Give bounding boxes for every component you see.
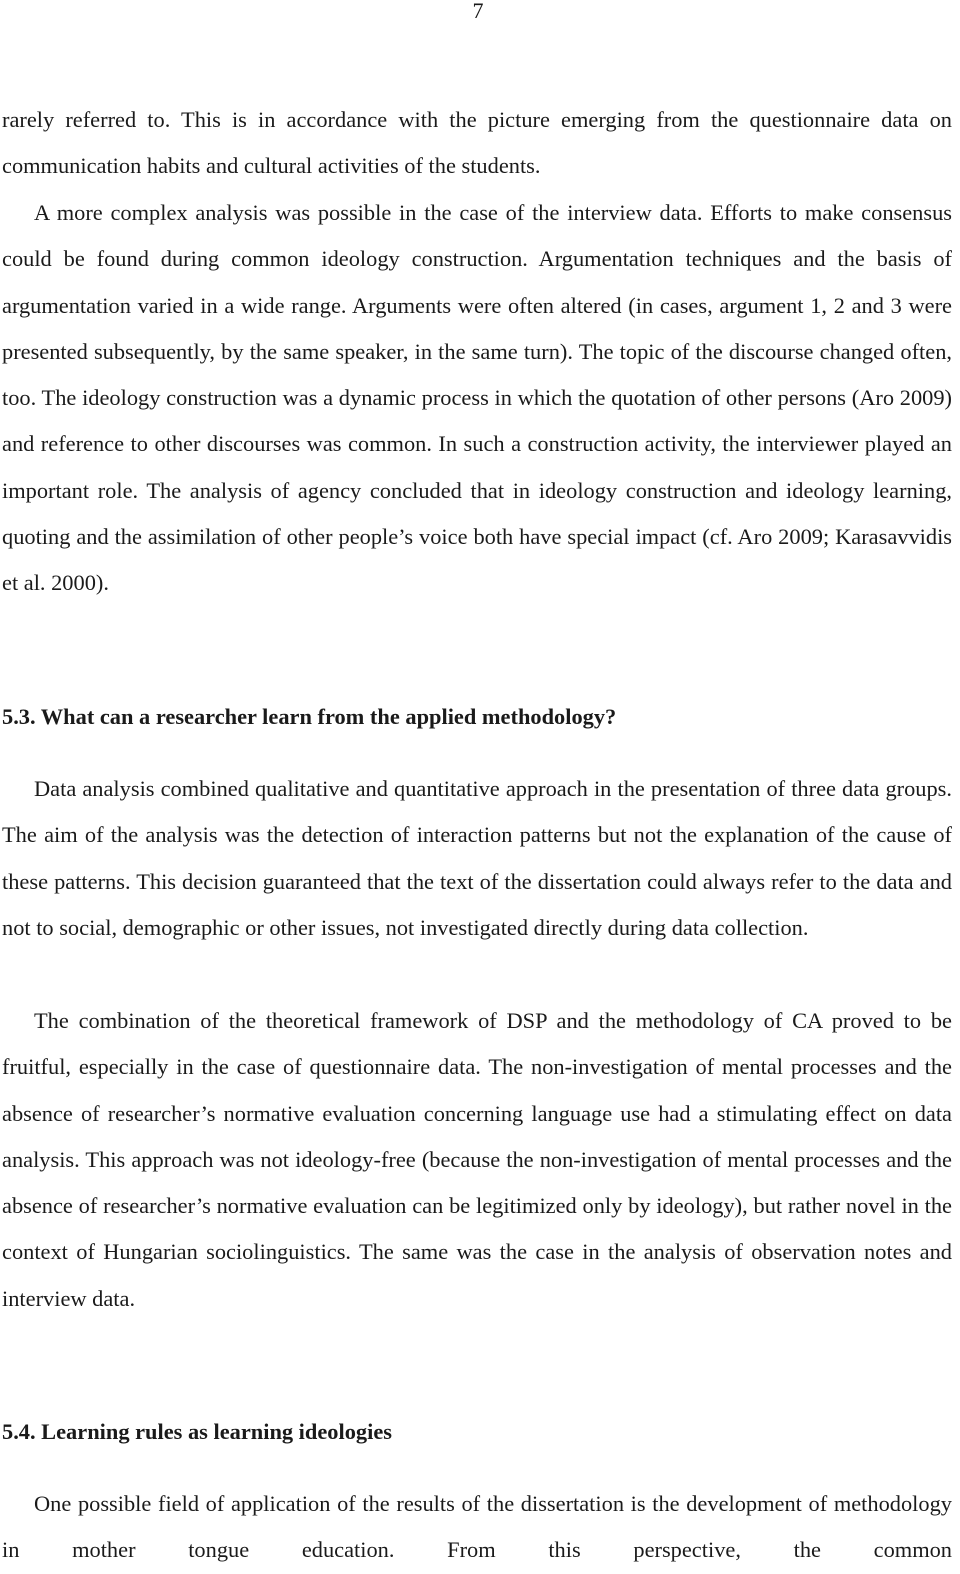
paragraph-continuation: rarely referred to. This is in accordance with the picture emerging from the questionnaire data on communication habits and cultural activities of the students.	[2, 107, 952, 179]
section-heading-5-4: 5.4. Learning rules as learning ideologies	[2, 1419, 392, 1444]
paragraph-data-analysis: Data analysis combined qualitative and quantitative approach in the presentation of three data groups. The aim of the analysis was the detection of interaction patterns but not the explanation of the cause of these patterns. This decision guaranteed that the text of the dissertation could always refer to the data and not to social, demographic or other issues, not investigated directly during data collection.	[2, 776, 952, 940]
paragraph-interview-analysis: A more complex analysis was possible in the case of the interview data. Efforts to make consensus could be found during common ideology construction. Argumentation techniques and the basis of argumentation varied in a wide range. Arguments were often altered (in cases, argument 1, 2 and 3 were presented subsequently, by the same speaker, in the same turn). The topic of the discourse changed often, too. The ideology construction was a dynamic process in which the quotation of other persons (Aro 2009) and reference to other discourses was common. In such a construction activity, the interviewer played an important role. The analysis of agency concluded that in ideology construction and ideology learning, quoting and the assimilation of other people’s voice both have special impact (cf. Aro 2009; Karasavvidis et al. 2000).	[2, 200, 952, 596]
paragraph-application: One possible field of application of the results of the dissertation is the development of methodology in mother tongue education. From this perspective, the common	[2, 1491, 952, 1563]
page-number: 7	[472, 0, 484, 23]
paragraph-dsp-ca: The combination of the theoretical framework of DSP and the methodology of CA proved to be fruitful, especially in the case of questionnaire data. The non-investigation of mental processes and the absence of researcher’s normative evaluation concerning language use had a stimulating effect on data analysis. This approach was not ideology-free (because the non-investigation of mental processes and the absence of researcher’s normative evaluation can be legitimized only by ideology), but rather novel in the context of Hungarian sociolinguistics. The same was the case in the analysis of observation notes and interview data.	[2, 1008, 952, 1311]
section-heading-5-3: 5.3. What can a researcher learn from the applied methodology?	[2, 704, 617, 729]
